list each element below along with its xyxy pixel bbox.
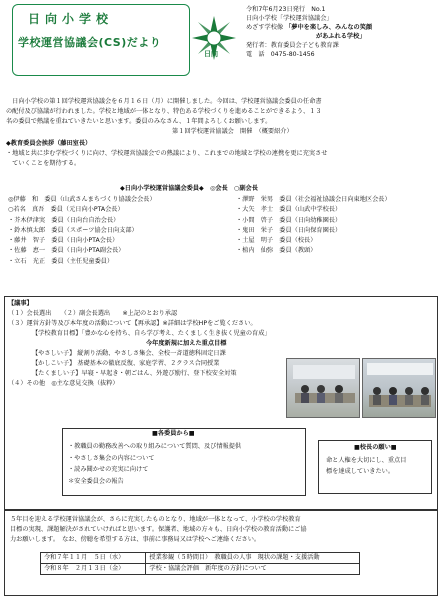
education-goal: 【学校教育目標】「豊かな心を持ち、自ら学び考え、たくましく生き抜く児童の育成」 — [32, 330, 271, 337]
school-goal-line1: 「夢中を楽しみ、みんなの笑顔 — [285, 24, 373, 31]
school-goal-label: めざす学校像 — [246, 24, 284, 31]
school-goal-line2: があふれる学校」 — [316, 33, 366, 40]
meeting-photo-2 — [362, 358, 436, 418]
member-row — [8, 196, 438, 206]
member-row — [8, 247, 438, 257]
schedule-date: 令和８年 ２月１３日（金） — [41, 564, 146, 575]
member-entry: ・鈴木慎太郎 委員（スポーツ協会日向支部） — [8, 226, 138, 234]
member-entry: ・佐藤 恵一 委員（日向小PTA副会長） — [8, 247, 125, 255]
member-entry: ◎伊藤 和 委員（山武さんまちづくり協議会会長） — [8, 196, 156, 203]
committee-opinions-heading: ■各委員から■ — [152, 430, 195, 437]
publisher-school: 日向小学校「学校運営協議会」 — [246, 15, 333, 22]
meeting-photo-1 — [286, 358, 360, 418]
intro-line: 名の委員で熱議を重ねていきたいと思います。委員のみなさん、１年間よろしくお願いします。 — [6, 118, 272, 125]
meeting-label: 第１回学校運営協議会 開催 （概要紹介） — [172, 128, 293, 135]
member-row — [8, 237, 438, 247]
committee-opinions-list — [68, 443, 241, 489]
member-entry: ・土屋 明子 委員（校長） — [236, 237, 317, 245]
meeting-photo-1-image — [287, 359, 360, 418]
greeting-section — [6, 140, 436, 170]
focus-heading: 今年度新規に加えた重点目標 — [146, 340, 227, 347]
greeting-line: ・地域と共に歩む学校づくりに向け、学校運営協議会での熱議により、これまでの地域と学校の連携を更に充実させ — [6, 150, 328, 157]
issuer: 発行者：教育委員会子ども教育課 — [246, 42, 339, 49]
schedule-content: 授業参観（５時間目） 教職員の人事 現状の課題・支援活動 — [146, 553, 360, 564]
intro-line: の配付及び協議が行われました。学校と地域が一体となり、特色ある学校づくりを進めることができるよう、１３ — [6, 108, 322, 115]
opinion-item: ＊安全委員会の報告 — [68, 477, 124, 485]
greeting-heading: ◆教育委員会挨拶（藤田室長） — [6, 140, 92, 147]
closing-line: 力お願いします。 なお、傍聴を希望する方は、事前に事務局又は学校へご連絡ください。 — [10, 536, 261, 543]
schedule-row — [41, 564, 360, 575]
opinion-item: ・やさしさ集会の内容について — [68, 454, 155, 462]
principal-wish-line: 標を達成していきたい。 — [326, 467, 395, 475]
agenda-heading: 【議事】 — [8, 300, 33, 307]
member-row — [8, 258, 438, 268]
member-entry: ・立石 光正 委員（主任児童委員） — [8, 257, 114, 265]
newsletter-school-name: 日向小学校 — [28, 12, 114, 26]
closing-paragraph — [10, 516, 434, 546]
intro-line: 日向小学校の第１回学校運営協議会を６月１６日（月）に開催しました。今回は、学校運営協議会委員の任命書 — [6, 98, 322, 105]
member-entry: ・藤井 智子 委員（日向小PTA会長） — [8, 237, 119, 245]
member-entry: ○若名 真吾 委員（元日向小PTA会長） — [8, 206, 124, 214]
newsletter-title: 学校運営協議会(CS)だより — [18, 36, 162, 49]
schedule-content: 学校・協議会評価 新年度の方針について — [146, 564, 360, 575]
schedule-table — [40, 552, 360, 575]
school-emblem-icon — [190, 14, 238, 70]
member-entry: ・澤野 栄男 委員（社会福祉協議会日向東地区会長） — [236, 196, 391, 203]
member-row — [8, 217, 438, 227]
phone: 電 話 0475-80-1456 — [246, 51, 315, 58]
meeting-photo-2-image — [363, 359, 436, 418]
member-entry: ・植内 仙弥 委員（教頭） — [236, 247, 317, 255]
closing-line: 目標の実現、課題解決がされていければと思います。保護者、地域の方々も、日向小学校の教育活動にご協 — [10, 526, 307, 533]
opinion-item: ・教職員の勤務改善への取り組みについて質問、及び情報提供 — [68, 443, 242, 450]
agenda-item: （４）その他 ◎主な意見交換（抜粋） — [8, 380, 119, 387]
opinion-item: ・読み聞かせの充実に向けて — [68, 466, 149, 473]
agenda-item: （３）運営方針等及び本年度の活動について【再承認】※詳細は学校HPをご覧ください。 — [8, 320, 257, 327]
member-row — [8, 206, 438, 216]
members-list — [8, 196, 438, 268]
member-entry: ・芥木伊津実 委員（日向台自治会長） — [8, 216, 120, 224]
principal-wish-body — [326, 457, 426, 478]
focus-item: 【やさしい子】 縦割り活動、やさしさ集会、全校一斉道徳科固定日課 — [32, 350, 226, 357]
principal-wish-line: 命と人権を大切にし、重点目 — [326, 457, 407, 464]
focus-item: 【かしこい子】 基礎基本の徹底反復、家庭学習、２クラス合同授業 — [32, 360, 220, 367]
member-entry: ・大矢 孝士 委員（山武中学校長） — [236, 206, 342, 214]
issue-date: 令和7年6月23日発行 No.1 — [246, 6, 326, 13]
issue-info — [246, 6, 436, 60]
intro-paragraph — [6, 98, 436, 128]
principal-wish-heading: ■校長の願い■ — [354, 444, 397, 451]
closing-line: ５年目を迎える学校運営協議会が、さらに充実したものとなり、地域が一体となって、小学校の学校教育 — [10, 516, 301, 523]
focus-item: 【たくましい子】早寝・早起き・朝ごはん、外遊び励行、登下校安全対策 — [32, 370, 237, 377]
members-heading: ◆日向小学校運営協議会委員◆ ◎会長 ○副会長 — [120, 185, 258, 192]
schedule-date: 令和７年１１月 ５日（水） — [41, 553, 146, 564]
greeting-line: ていくことを期待する。 — [6, 160, 81, 167]
emblem-label: 日向 — [204, 50, 218, 58]
member-row — [8, 227, 438, 237]
school-goal — [246, 24, 436, 33]
member-entry: ・鬼田 栄子 委員（日向保育園長） — [236, 226, 342, 234]
member-entry: ・小間 啓子 委員（日向幼稚園長） — [236, 216, 342, 224]
schedule-row — [41, 553, 360, 564]
agenda-item: （１）会長選出 （２）副会長選出 ※上記のとおり承認 — [8, 310, 178, 317]
